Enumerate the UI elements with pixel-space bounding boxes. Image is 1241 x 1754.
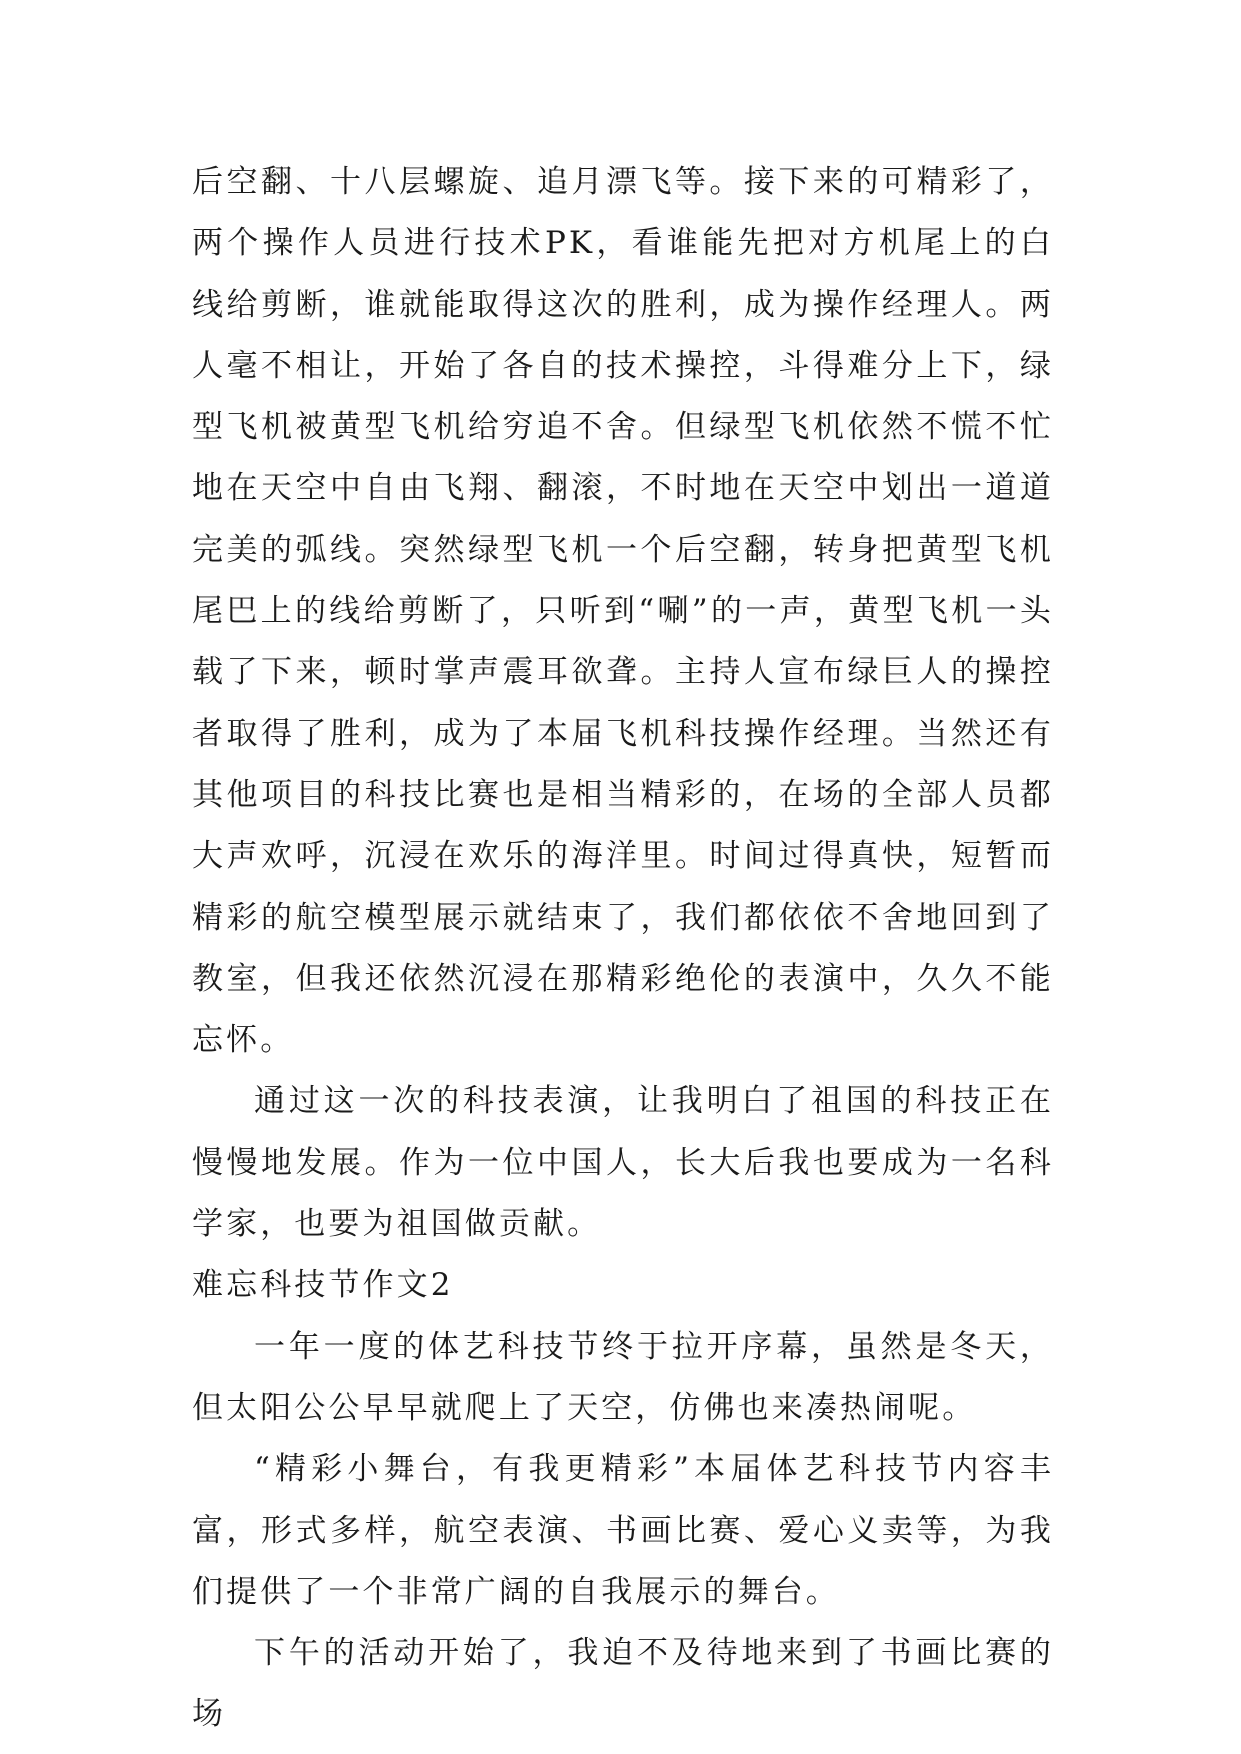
document-body [192,152,1054,1746]
paragraph-opening: 一年一度的体艺科技节终于拉开序幕，虽然是冬天，但太阳公公早早就爬上了天空，仿佛也来凑热闹呢。 [192,1328,1054,1426]
paragraph-continuation: 后空翻、十八层螺旋、追月漂飞等。接下来的可精彩了，两个操作人员进行技术PK，看谁能先把对方机尾上的白线给剪断，谁就能取得这次的胜利，成为操作经理人。两人毫不相让，开始了各自的技术操控，斗得难分上下，绿型飞机被黄型飞机给穷追不舍。但绿型飞机依然不慌不忙地在天空中自由飞翔、翻滚，不时地在天空中划出一道道完美的弧线。突然绿型飞机一个后空翻，转身把黄型飞机尾巴上的线给剪断了，只听到“唰”的一声，黄型飞机一头载了下来，顿时掌声震耳欲聋。主持人宣布绿巨人的操控者取得了胜利，成为了本届飞机科技操作经理。当然还有其他项目的科技比赛也是相当精彩的，在场的全部人员都大声欢呼，沉浸在欢乐的海洋里。时间过得真快，短暂而精彩的航空模型展示就结束了，我们都依依不舍地回到了教室，但我还依然沉浸在那精彩绝伦的表演中，久久不能忘怀。 [192,164,1054,1059]
paragraph-afternoon: 下午的活动开始了，我迫不及待地来到了书画比赛的场 [192,1635,1054,1733]
paragraph-conclusion: 通过这一次的科技表演，让我明白了祖国的科技正在慢慢地发展。作为一位中国人，长大后我也要成为一名科学家，也要为祖国做贡献。 [192,1083,1054,1243]
section-title: 难忘科技节作文2 [192,1267,454,1304]
paragraph-festival-content: “精彩小舞台，有我更精彩”本届体艺科技节内容丰富，形式多样，航空表演、书画比赛、爱心义卖等，为我们提供了一个非常广阔的自我展示的舞台。 [192,1451,1054,1610]
